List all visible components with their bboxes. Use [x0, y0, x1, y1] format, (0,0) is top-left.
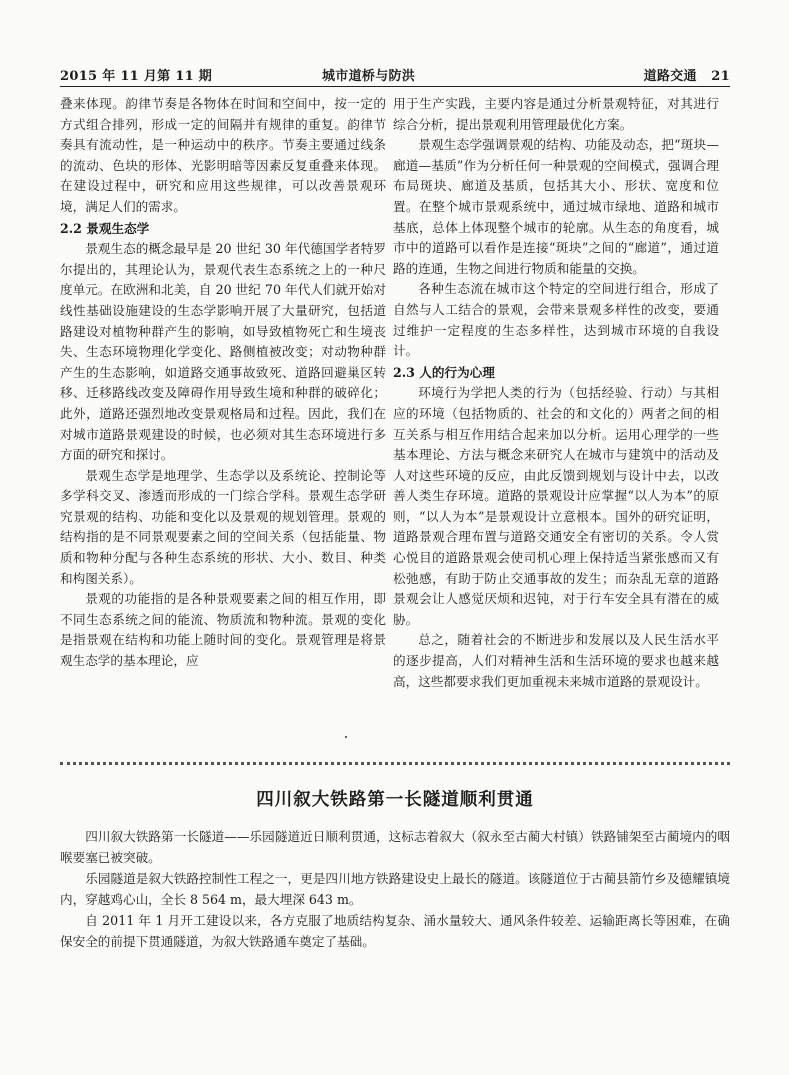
news-paragraph: 自 2011 年 1 月开工建设以来，各方克服了地质结构复杂、涌水量较大、通风条件较差、运输距离长等困难，在确保安全的前提下贯通隧道，为叙大铁路通车奠定了基础。: [60, 913, 730, 949]
news-body: [60, 826, 730, 952]
paragraph: 环境行为学把人类的行为（包括经验、行动）与其相应的环境（包括物质的、社会的和文化的）两者之间的相互关系与相互作用结合起来加以分析。运用心理学的一些基本理论、方法与概念来研究人在城市与建筑中的活动及人对这些环境的反应，由此反馈到规划与设计中去，以改善人类生存环境。道路的景观设计应掌握“以人为本”的原则，“以人为本”是景观设计立意根本。国外的研究证明，道路景观合理布置与道路交通安全有密切的关系。令人赏心悦目的道路景观会使司机心理上保持适当紧张感而又有松弛感，有助于防止交通事故的发生；而杂乱无章的道路景观会让人感觉厌烦和迟钝，对于行车安全具有潜在的威胁。: [393, 385, 719, 627]
paragraph: 景观生态的概念最早是 20 世纪 30 年代德国学者特罗尔提出的，其理论认为，景观代表生态系统之上的一种尺度单元。在欧洲和北美，自 20 世纪 70 年代人们就开始对线性基础设施建设的生态学影响开展了大量研究，包括道路建设对植物种群产生的影响，如导致植物死亡和生境丧失、生态环境物理化学变化、路侧植被改变；对动物种群产生的生态影响，如道路交通事故致死、道路回避巢区转移、迁移路线改变及障碍作用导致生境和种群的破碎化；此外，道路还强烈地改变景观格局和过程。因此，我们在对城市道路景观建设的时候，也必须对其生态环境进行多方面的研究和探讨。: [60, 241, 386, 463]
right-column: [393, 94, 719, 692]
dotted-divider: [60, 762, 730, 765]
paragraph: 景观生态学强调景观的结构、功能及动态，把“斑块—廊道—基质”作为分析任何一种景观的空间模式，强调合理布局斑块、廊道及基质，包括其大小、形状、宽度和位置。在整个城市景观系统中，通过城市绿地、道路和城市基底，总体上体现整个城市的轮廓。从生态的角度看，城市中的道路可以看作是连接“斑块”之间的“廊道”，通过道路的连通，生物之间进行物质和能量的交换。: [393, 137, 719, 276]
stray-dot: [345, 736, 347, 738]
news-title: 四川叙大铁路第一长隧道顺利贯通: [256, 790, 534, 810]
section-name: 道路交通: [643, 69, 697, 84]
running-header: [60, 62, 730, 86]
section-page: [644, 65, 730, 84]
issue-label: 2015 年 11 月第 11 期: [60, 69, 213, 84]
paragraph: 景观的功能指的是各种景观要素之间的相互作用，即不同生态系统之间的能流、物质流和物种流。景观的变化是指景观在结构和功能上随时间的变化。景观管理是将景观生态学的基本理论，应: [60, 591, 386, 669]
page-number: 21: [711, 69, 730, 84]
paragraph: 用于生产实践，主要内容是通过分析景观特征，对其进行综合分析，提出景观利用管理最优化方案。: [393, 96, 719, 132]
header-rule: [60, 86, 730, 87]
journal-name: 城市道桥与防洪: [322, 69, 416, 84]
news-paragraph: 四川叙大铁路第一长隧道——乐园隧道近日顺利贯通，这标志着叙大（叙永至古蔺大村镇）铁路铺架至古蔺境内的咽喉要塞已被突破。: [60, 829, 730, 865]
paragraph: 叠来体现。韵律节奏是各物体在时间和空间中，按一定的方式组合排列，形成一定的间隔并有规律的重复。韵律节奏具有流动性，是一种运动中的秩序。节奏主要通过线条的流动、色块的形体、光影明暗等因素反复重叠来体现。在建设过程中，研究和应用这些规律，可以改善景观环境，满足人们的需求。: [60, 96, 386, 214]
left-column: [60, 94, 386, 672]
paragraph: 各种生态流在城市这个特定的空间进行组合，形成了自然与人工结合的景观，会带来景观多样性的改变，要通过维护一定程度的生态多样性，达到城市环境的自我设计。: [393, 281, 719, 359]
paragraph: 景观生态学是地理学、生态学以及系统论、控制论等多学科交叉、渗透而形成的一门综合学科。景观生态学研究景观的结构、功能和变化以及景观的规划管理。景观的结构指的是不同景观要素之间的空间关系（包括能量、物质和物种分配与各种生态系统的形状、大小、数目、种类和构图关系）。: [60, 467, 386, 586]
paragraph: 总之，随着社会的不断进步和发展以及人民生活水平的逐步提高，人们对精神生活和生活环境的要求也越来越高，这些都要求我们更加重视未来城市道路的景观设计。: [393, 632, 719, 689]
section-heading-2-2: 2.2 景观生态学: [60, 220, 150, 236]
section-heading-2-3: 2.3 人的行为心理: [393, 364, 495, 380]
news-paragraph: 乐园隧道是叙大铁路控制性工程之一，更是四川地方铁路建设史上最长的隧道。该隧道位于古蔺县箭竹乡及德耀镇境内，穿越鸡心山，全长 8 564 m，最大埋深 643 m。: [60, 871, 730, 907]
